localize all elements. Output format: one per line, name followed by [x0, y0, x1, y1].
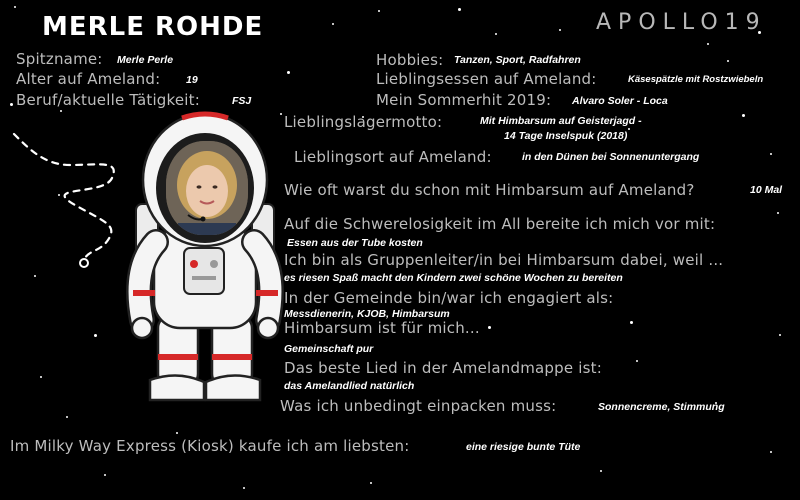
lagermotto-value-line2: 14 Tage Inselspuk (2018) — [504, 130, 628, 142]
sommerhit-label: Mein Sommerhit 2019: — [376, 91, 552, 109]
lieblingsessen-value: Käsespätzle mit Rostzwiebeln — [628, 74, 764, 85]
gruppenleiter-label: Ich bin als Gruppenleiter/in bei Himbarsum dabei, weil ... — [284, 251, 724, 269]
spitzname-label: Spitzname: — [16, 50, 103, 68]
schwerelosigkeit-value: Essen aus der Tube kosten — [287, 237, 423, 249]
lieblingsessen-label: Lieblingsessen auf Ameland: — [376, 70, 597, 88]
einpacken-value: Sonnencreme, Stimmung — [598, 401, 725, 413]
star — [40, 376, 42, 378]
sommerhit-value: Alvaro Soler - Loca — [572, 95, 668, 107]
lagermotto-value-line1: Mit Himbarsum auf Geisterjagd - — [480, 115, 642, 127]
star — [378, 10, 380, 12]
alter-value: 19 — [186, 74, 198, 86]
star — [777, 212, 779, 214]
beruf-value: FSJ — [232, 95, 252, 107]
star — [332, 23, 334, 25]
hobbies-value: Tanzen, Sport, Radfahren — [454, 54, 581, 66]
hobbies-label: Hobbies: — [376, 51, 444, 69]
apollo-logo: APOLLO19 — [596, 10, 767, 35]
star — [770, 451, 772, 453]
beruf-label: Beruf/aktuelle Tätigkeit: — [16, 91, 201, 109]
star — [727, 60, 729, 62]
star — [559, 29, 561, 31]
lieblingsort-label: Lieblingsort auf Ameland: — [294, 148, 492, 166]
schwerelosigkeit-label: Auf die Schwerelosigkeit im All bereite ich mich vor mit: — [284, 215, 716, 233]
gemeinde-value: Messdienerin, KJOB, Himbarsum — [284, 308, 450, 320]
star — [636, 360, 638, 362]
star — [488, 326, 491, 329]
gemeinde-label: In der Gemeinde bin/war ich engagiert als: — [284, 289, 614, 307]
star — [370, 482, 372, 484]
lagermotto-label: Lieblingslagermotto: — [284, 113, 443, 131]
lied-value: das Amelandlied natürlich — [284, 380, 415, 392]
star — [94, 334, 97, 337]
star — [600, 470, 602, 472]
page-title: MERLE ROHDE — [42, 12, 264, 42]
star — [458, 8, 461, 11]
kiosk-value: eine riesige bunte Tüte — [466, 441, 581, 453]
lieblingsort-value: in den Dünen bei Sonnenuntergang — [522, 151, 700, 163]
alter-label: Alter auf Ameland: — [16, 70, 161, 88]
gruppenleiter-value: es riesen Spaß macht den Kindern zwei schöne Wochen zu bereiten — [284, 272, 623, 284]
lied-label: Das beste Lied in der Amelandmappe ist: — [284, 359, 602, 377]
star — [707, 43, 709, 45]
wie-oft-label: Wie oft warst du schon mit Himbarsum auf Ameland? — [284, 181, 695, 199]
star — [176, 432, 178, 434]
star — [779, 334, 781, 336]
star — [628, 128, 630, 130]
wie-oft-value: 10 Mal — [750, 184, 783, 196]
star — [630, 321, 633, 324]
portrait-photo — [166, 141, 248, 235]
kiosk-label: Im Milky Way Express (Kiosk) kaufe ich am liebsten: — [10, 437, 410, 455]
spitzname-value: Merle Perle — [117, 54, 174, 66]
star — [287, 71, 290, 74]
star — [66, 416, 68, 418]
star — [243, 487, 245, 489]
star — [770, 153, 772, 155]
star — [742, 114, 745, 117]
himbarsum-label: Himbarsum ist für mich... — [284, 319, 480, 337]
einpacken-label: Was ich unbedingt einpacken muss: — [280, 397, 557, 415]
star — [104, 474, 106, 476]
himbarsum-value: Gemeinschaft pur — [284, 343, 374, 355]
dashed-orbit-path-icon — [0, 0, 140, 300]
star — [495, 33, 497, 35]
